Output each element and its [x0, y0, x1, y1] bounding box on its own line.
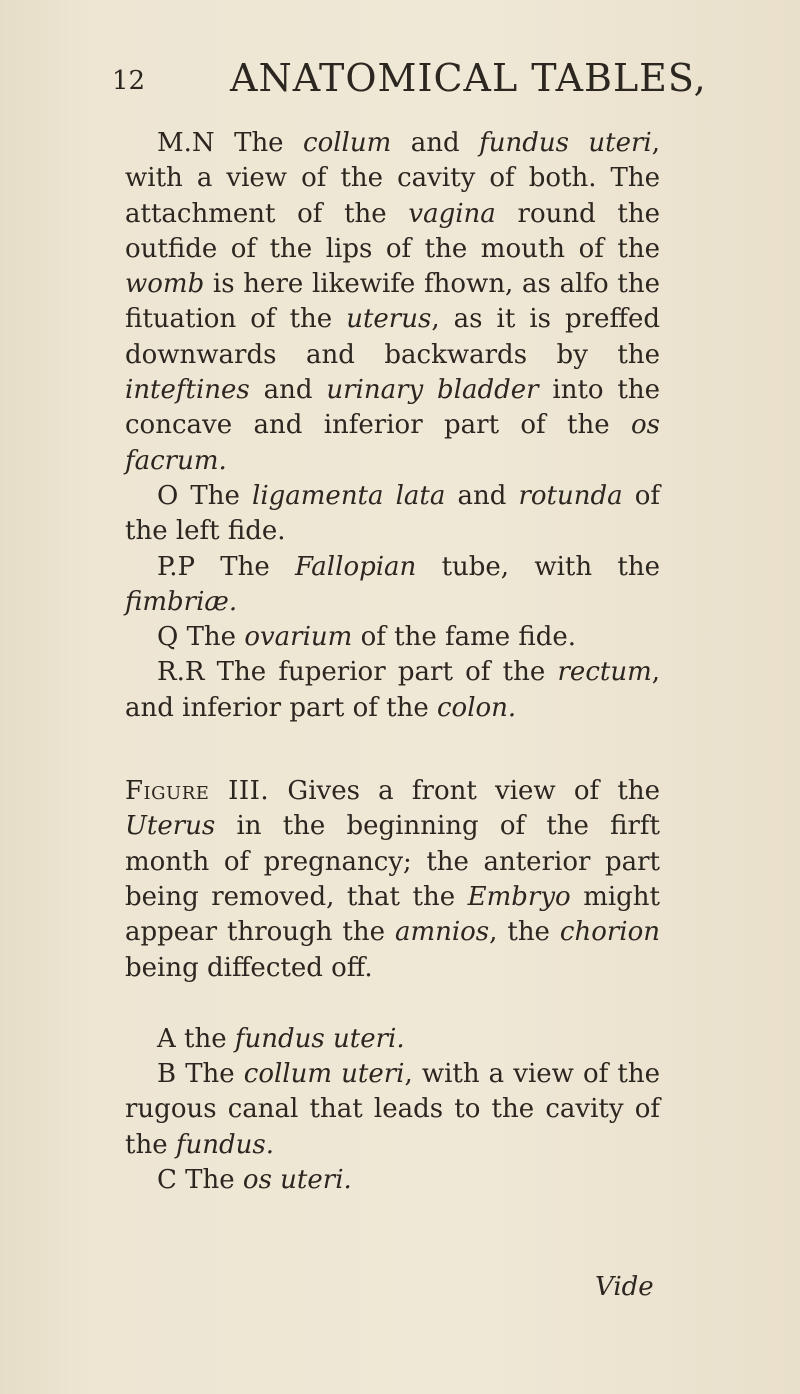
text-run: , with a view of the cavity of both. The attachment of the: [125, 128, 660, 229]
text-run: The: [214, 128, 304, 158]
italic-term: Uterus: [125, 811, 216, 842]
text-run: the: [175, 1023, 235, 1054]
italic-term: collum: [303, 128, 392, 158]
legend-entry: [125, 1022, 660, 1057]
legend-entry: [125, 620, 660, 655]
figure-label: Figure III.: [125, 776, 270, 807]
italic-term: colon.: [437, 692, 517, 723]
running-title: ANATOMICAL TABLES,: [230, 56, 707, 100]
text-run: The fuperior part of the: [204, 657, 558, 688]
italic-term: urinary bladder: [326, 375, 539, 406]
italic-term: Fallopian: [295, 551, 417, 582]
text-run: , and inferior part of the: [125, 657, 660, 723]
italic-term: vagina: [408, 198, 496, 229]
legend-entries-part-2: [125, 1022, 660, 1198]
legend-entry: [125, 550, 660, 621]
italic-term: fundus.: [175, 1129, 274, 1160]
legend-entry: [125, 1163, 660, 1198]
text-run: , with a view of the rugous canal that leads to the cavity of the: [125, 1059, 660, 1160]
entry-label: P.P: [157, 551, 195, 582]
text-run: tube, with the: [416, 551, 660, 582]
text-run: and: [445, 480, 519, 511]
italic-term: rectum: [557, 657, 652, 688]
paragraph-gap: [125, 726, 660, 774]
legend-entries-part-1: [125, 126, 660, 726]
italic-term: os uteri.: [242, 1165, 352, 1196]
text-run: The: [194, 551, 296, 582]
text-run: of the left fide.: [125, 480, 660, 547]
paragraph-gap: [125, 986, 660, 1022]
italic-term: inteftines: [125, 375, 250, 406]
text-run: , the: [489, 917, 560, 948]
italic-term: fundus uteri.: [234, 1023, 405, 1054]
italic-term: womb: [125, 269, 205, 300]
legend-entry: [125, 1057, 660, 1163]
text-run: The: [178, 622, 245, 653]
italic-term: fundus uteri: [479, 128, 652, 158]
entry-label: A: [157, 1023, 176, 1054]
text-run: into the concave and inferior part of the: [125, 375, 660, 441]
entry-label: C: [157, 1165, 177, 1196]
catchword: Vide: [595, 1272, 654, 1302]
text-run: The: [176, 1165, 243, 1196]
text-run: and: [249, 375, 327, 406]
figure-caption: [125, 774, 660, 986]
italic-term: Embryo: [467, 881, 571, 912]
legend-entry: [125, 126, 660, 479]
entry-label: O: [157, 480, 179, 511]
italic-term: ligamenta lata: [252, 480, 446, 511]
italic-term: ovarium: [244, 622, 353, 653]
figure-description: [125, 776, 660, 982]
text-run: and: [391, 128, 480, 158]
page-number: 12: [112, 66, 146, 96]
italic-term: chorion: [559, 917, 661, 948]
legend-entry: [125, 655, 660, 726]
text-run: might appear through the: [125, 881, 661, 948]
text-run: being diffected off.: [125, 952, 373, 983]
body-text: [125, 126, 660, 1198]
text-run: round the outfide of the lips of the mouth of the: [125, 198, 661, 264]
entry-label: R.R: [157, 657, 205, 688]
text-run: The: [178, 480, 252, 511]
legend-entry: [125, 479, 660, 550]
text-run: , as it is preffed downwards and backwards by the: [125, 304, 660, 370]
italic-term: collum uteri: [243, 1059, 405, 1090]
text-run: Gives a front view of the: [269, 776, 660, 807]
italic-term: amnios: [394, 917, 490, 948]
entry-label: M.N: [157, 128, 215, 158]
text-run: The: [176, 1059, 244, 1090]
text-run: of the fame fide.: [352, 622, 577, 653]
text-run: is here likewife fhown, as alfo the fituation of the: [125, 269, 660, 335]
italic-term: rotunda: [518, 480, 623, 511]
entry-label: Q: [157, 622, 179, 653]
entry-label: B: [157, 1059, 177, 1090]
italic-term: os facrum.: [125, 410, 660, 476]
text-run: in the beginning of the firft month of pregnancy; the anterior part being removed, that the: [125, 811, 660, 912]
italic-term: uterus: [346, 304, 432, 335]
page-header: [112, 48, 740, 108]
italic-term: fimbriæ.: [125, 586, 238, 617]
